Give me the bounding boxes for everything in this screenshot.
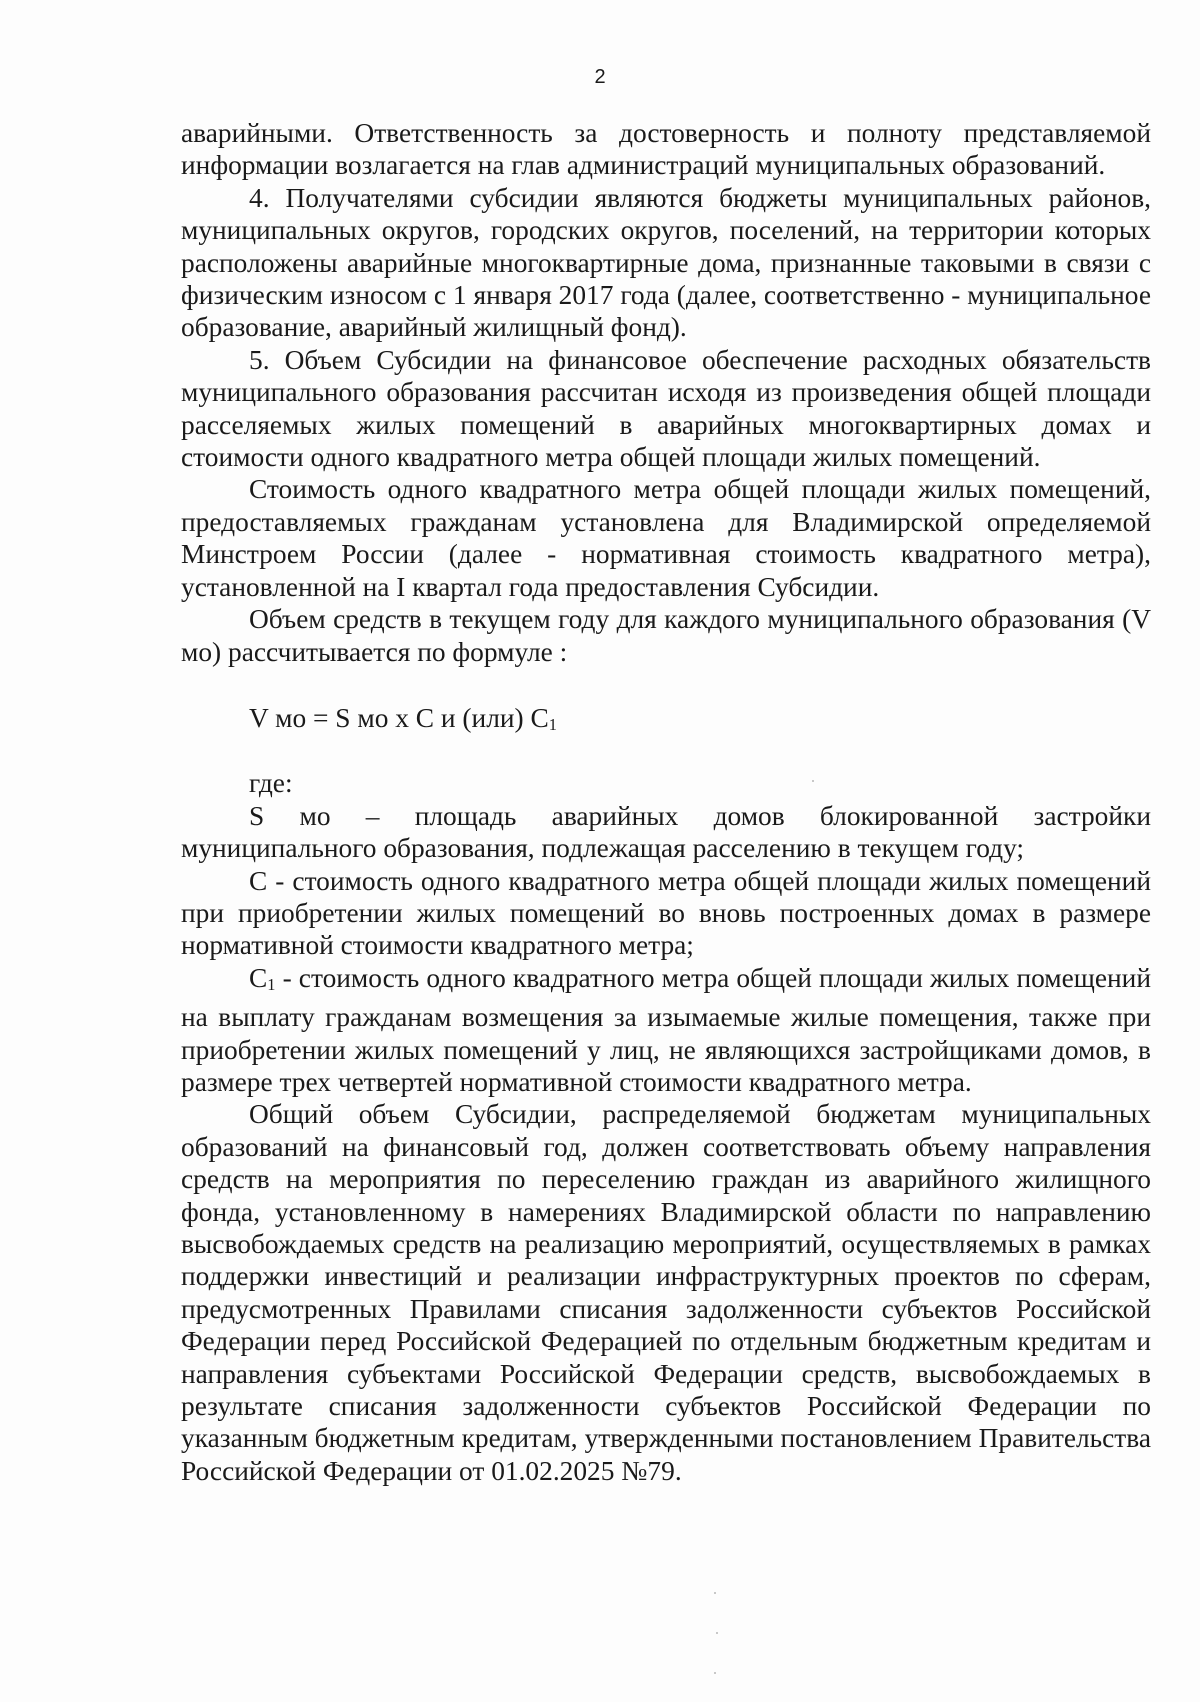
- where-label: где:: [249, 768, 293, 799]
- formula-text: V мо = S мо х С и (или) С: [249, 702, 549, 733]
- scan-speck: [716, 1632, 718, 1634]
- scan-speck: [812, 780, 814, 782]
- c1-subscript: 1: [267, 974, 276, 994]
- c1-text: - стоимость одного квадратного метра общей площади жилых помещений на выплату гражданам возмещения за изымаемые жилые помещения, также при приобретении жилых помещений у лиц, не являющихся застройщиками домов, в размере трех четвертей нормативной стоимости квадратного метра.: [181, 962, 1151, 1097]
- paragraph-recipients: 4. Получателями субсидии являются бюджеты муниципальных районов, муниципальных округов, городских округов, поселений, на территории которых расположены аварийные многоквартирные дома, признанные таковыми в связи с физическим износом с 1 января 2017 года (далее, соответственно - муниципальное образование, аварийный жилищный фонд).: [181, 182, 1151, 343]
- paragraph-square-meter-cost: Стоимость одного квадратного метра общей площади жилых помещений, предоставляемых гражданам установлена для Владимирской определяемой Минстроем России (далее - нормативная стоимость квадратного метра), установленной на I квартал года предоставления Субсидии.: [181, 474, 1151, 602]
- page-number: 2: [594, 66, 606, 88]
- definition-c: С - стоимость одного квадратного метра общей площади жилых помещений при приобретении жилых помещений во вновь построенных домах в размере нормативной стоимости квадратного метра;: [181, 865, 1151, 961]
- formula-subscript: 1: [548, 714, 557, 734]
- scan-speck: [714, 1672, 716, 1674]
- formula: [181, 702, 1151, 741]
- scan-speck: [714, 1592, 716, 1594]
- definition-s-mo: S мо – площадь аварийных домов блокированной застройки муниципального образования, подлежащая расселению в текущем году;: [181, 800, 1151, 864]
- c1-symbol: С: [249, 962, 268, 993]
- paragraph-responsibility: аварийными. Ответственность за достоверность и полноту представляемой информации возлагается на глав администраций муниципальных образований.: [181, 118, 1151, 181]
- paragraph-total-volume: Общий объем Субсидии, распределяемой бюджетам муниципальных образований на финансовый год, должен соответствовать объему направления средств на мероприятия по переселению граждан из аварийного жилищного фонда, установленному в намерениях Владимирской области по направлению высвобождаемых средств на реализацию мероприятий, осуществляемых в рамках поддержки инвестиций и реализации инфраструктурных проектов по сферам, предусмотренных Правилами списания задолженности субъектов Российской Федерации перед Российской Федерацией по отдельным бюджетным кредитам и направления субъектами Российской Федерации средств, высвобождаемых в результате списания задолженности субъектов Российской Федерации по указанным бюджетным кредитам, утвержденными постановлением Правительства Российской Федерации от 01.02.2025 №79.: [181, 1099, 1151, 1486]
- paragraph-formula-intro: Объем средств в текущем году для каждого муниципального образования (V мо) рассчитывается по формуле :: [181, 604, 1151, 667]
- paragraph-subsidy-volume: 5. Объем Субсидии на финансовое обеспечение расходных обязательств муниципального образования рассчитан исходя из произведения общей площади расселяемых жилых помещений в аварийных многоквартирных домах и стоимости одного квадратного метра общей площади жилых помещений.: [181, 344, 1151, 473]
- definition-c1: [181, 962, 1151, 1099]
- document-body: [181, 117, 1151, 1487]
